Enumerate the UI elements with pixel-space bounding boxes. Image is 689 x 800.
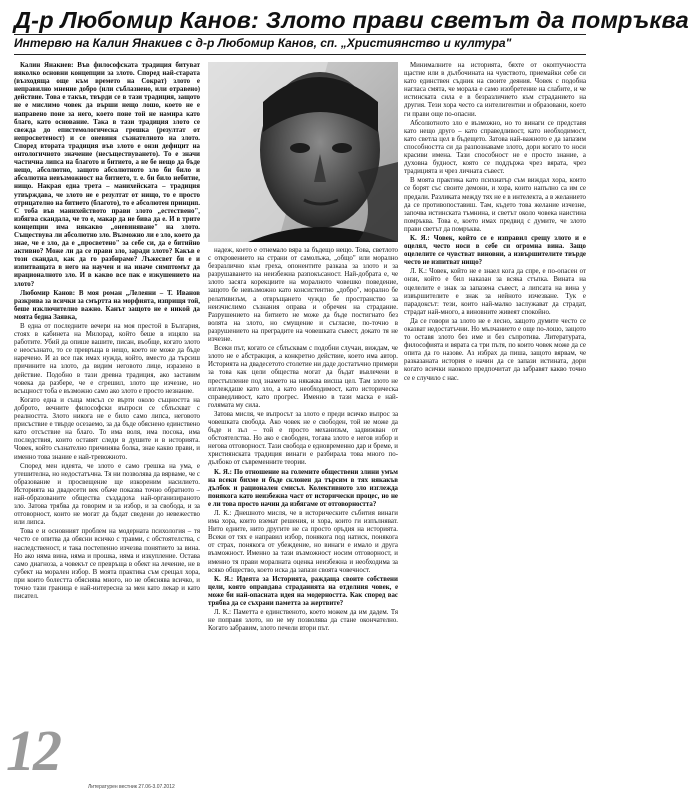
question-paragraph: К. Я.: По отношение на големите обществени злини умъм на всеки бихме и бъде склонен да търсим в тях някакъв дълбок и рационален смисъл. Колективното зло изглежда понякога като неизбежна част от исторически процес, но не е ли това просто начин да избягаме от отговорността? <box>208 468 398 508</box>
page-number: 12 <box>6 718 60 783</box>
answer-paragraph: В една от последните вечери на моя престой в България, стоях в кабинета на Милорад, който беше в изцяло на работите. Убий да опише вашите, писан, въобще, когато злото е неосъзнато, то се превръща в нещо, което не може да бъде наречено. И аз все пак имах нужда, който, вместо да търсиш причините на злото, да видим неговото лице, изразено в действие. Подобно в тази древна традиция, ако заставим човека да разбере, че е сгрешил, злото ще изчезне, но всъщност тоба е възможно само ако злото е просто незнание. <box>14 323 200 395</box>
answer-paragraph: В моята практика като психиатър съм виждал хора, които се борят със своите демони, и хора, които напълно са им се предали. Разликата между тях не е в интелекта, а в желанието да се противопоставиш. Там, където това желание изчезне, започва истинската тъмнина, и светът около човека наистина помръква. Това е, което имах предвид с думите, че злото прави светът да помръква. <box>404 177 586 233</box>
question-paragraph: К. Я.: Идеята за Историята, раждаща своите собствени цели, която оправдава страданията на отделния човек, е може би най-опасната идея на модерността. Как според вас трябва да се съхрани паметта за жертвите? <box>208 575 398 608</box>
question-paragraph: К. Я.: Човек, който се е изправил срещу злото и е оцелял, често носи в себе си огромна вина. Защо оцелелите се чувстват виновни, а извършителите твърде често не изпитват нищо? <box>404 234 586 267</box>
question-paragraph: Любомир Канов: В моя роман „Лелеяни – Т. Иванов разкрива за всички за смъртта на морфията, изприщя той, беше изключително важно. Канът защото не е никой да моята бедна Заявка, <box>14 289 200 321</box>
article-column-1 <box>14 62 200 762</box>
article-subtitle: Интервю на Калин Янакиев с д-р Любомир Канов, сп. „Християнство и култура" <box>14 36 512 50</box>
answer-paragraph: Всеки път, когато се сблъсквам с подобни случаи, виждам, че злото не е абстракция, а конкретно действие, което има автор. Историята на двадесетото столетие ни даде достатъчно примери за това как цели общества могат да бъдат въвлечени в престъпление под знамето на някаква висша цел. Там злото не изглеждаше като зло, а като необходимост, като историческа справедливост, като прогрес. Именно в тази маска е най-голямата му сила. <box>208 345 398 409</box>
article-column-2 <box>208 247 398 762</box>
portrait-photo <box>208 62 398 242</box>
answer-paragraph: Затова мисля, че въпросът за злото е преди всичко въпрос за човешката свобода. Ако човек не е свободен, той не може да бъде и зъл – той е просто механизъм, задвижван от обстоятелства. Но ако е свободен, тогава злото е негов избор и негова отговорност. Тази свобода е едновременно дар и бреме, и християнската традиция винаги е разбирала това много по-дълбоко от съвременните теории. <box>208 410 398 467</box>
answer-paragraph: Това е и основният проблем на модерната психология – тя често се опитва да обясни всичко с травми, с обстоятелства, с наследственост, и така постепенно изчезва понятието за вина. Но ако няма вина, няма и прошка, няма и изкупление. Остава само диагноза, а човекът се превръща в обект на лечение, не в субект на морален избор. В моята практика съм срещал хора, при които болестта обяснява много, но не обяснява всичко, и точно тази граница е най-интересна за мен като лекар и като писател. <box>14 528 200 601</box>
answer-paragraph: Да се говори за злото не е лесно, защото думите често се оказват недостатъчни. Но мълчанието е още по-лошо, защото то оставя злото без име и без съпротива. Литературата, философията и вярата са три пътя, по които човек може да се опита да го назове. Аз избрах да пиша, защото вярвам, че разказаната история е начин да се запази истината, дори когато всички наоколо предпочитат да забравят какво точно се е случило с нас. <box>404 317 586 382</box>
answer-paragraph: Минималните на историята, бяхте от окоптучността щастие или в дълбочината на чувството, приемайки себе си като единствен съдник на своите деяния. Човек с подобна нагласа смята, че морала е само изобретение на слабите, и че истинската сила е в безразличието към страданието на другия. Тези хора често са интелигентни и образовани, което ги прави още по-опасни. <box>404 62 586 118</box>
footer-publication: Литературен вестник 27.06-3.07.2012 <box>88 784 175 790</box>
subtitle-rule <box>14 54 586 55</box>
answer-paragraph: Когато една и съща мисъл се върти около същността на доброто, вечните философски въпроси се сблъскват с реалността. Злото никога не е било само липса, неговото присъствие е твърде осезаемо, за да бъде обяснено единствено като отсъствие на благо. То има воля, има посока, има последствия, които оставят следи в душите и в историята. Човек, който съзнателно причинява болка, знае какво прави, и именно това знание е най-тревожното. <box>14 396 200 461</box>
answer-paragraph: надеж, което е отнемало вяра за бъдещо нещо. Това, светлото с откровението на страни от самолъжа, „общо" или морално безразлично към греха, опонентите разказа за злото и за разрушаването на неизбежна разпокъсаност. Най-добрата е, че злото засяга корекциите на моралното човешко поведение, защото бе невъзможно като консистентно „добро", морално бе релативизъм, а отвръщането чуждо бе пространство за неизчислимо съзнания оправа и обречен на страдание. Разрушението на битието не може да бъде постигнато без волята на злото, но смущение и съгласие, по-точно в разрушението на преградите на човешката съвест, докато тя не изчезне. <box>208 247 398 344</box>
answer-paragraph: Л. К.: Паметта е единственото, което можем да им дадем. Тя не поправя злото, но не му позволява да стане окончателно. Когато забравим, злото печели втори път. <box>208 609 398 633</box>
answer-paragraph: Според мен идеята, че злото е само грешка на ума, е утешителна, но недостатъчна. Тя ни позволява да вярваме, че с образование и просвещение ще изкореним насилието. Историята на двадесети век обаче показва точно обратното – най-образованите общества създадоха най-организираното зло. Затова трябва да говорим и за избор, и за свобода, и за отговорност, които не могат да бъдат сведени до невежество или липса. <box>14 462 200 527</box>
answer-paragraph: Л. К.: Днешното мисля, че в историческите събития винаги има хора, които вземат решения, и хора, които ги изпълняват. Нито едните, нито другите не са просто оръдия на историята. Всеки от тях е направил избор, понякога под натиск, понякога от страх, понякога от убеждение, но винаги е имало и друга възможност. Именно за тази възможност носим отговорност, и именно тя прави моралната оценка неизбежна и необходима за всяко общество, което иска да запази своята човечност. <box>208 510 398 574</box>
portrait-image <box>208 62 398 242</box>
title-rule <box>14 34 586 35</box>
answer-paragraph: Л. К.: Човек, който не е знаел кога да спре, е по-опасен от онзи, който е бил наказан за всяка стъпка. Вината на оцелелите е знак за запазена съвест, а липсата на вина у извършителите е знак за нейното изчезване. Тук е парадоксът: тези, които най-малко заслужават да страдат, страдат най-много, а виновните живеят спокойно. <box>404 268 586 316</box>
article-column-3 <box>404 62 586 762</box>
answer-paragraph: Абсолютното зло е възможно, но то винаги се представя като нещо друго – като справедливост, като необходимост, като светла цел в бъдещето. Затова най-важното е да запазим способността си да разпознаваме злото, дори когато то носи красиви имена. Тази способност не е просто знание, а духовна будност, която се поддържа чрез вярата, чрез традицията и чрез личната съвест. <box>404 119 586 176</box>
article-title: Д-р Любомир Канов: Злото прави светът да помръква <box>14 7 689 33</box>
question-paragraph: Калин Янакиев: Във философската традиция битуват няколко основни концепции за злото. Според най-старата (възходяща още към времето на Сократ) злото е неправилно мнение добро (или съблазнено, или отравено) действие. Това е такъв, твърди се в тази традиция, защото не е мислимо човек да върши нещо лошо, което не е направено поне за него, което поне той не намира като благо, като основание. Така в тази традиция злото се свежда до епистемологическа грешка (резултат от непросветеност) и се оневиня съзнателното на злото. Според втората традиция във злото е онзи дефицит на онтологичното значение (несъществуването). То е значи частична липса на благото и битието, а не бе нещо да бъде нещо, абсолютно, защото абсолютното зло би било и абсолютна невъзможност на битието, т. е. би било небитие, нищо. Накрая една трета – манихейската – традиция утвърждава, че злото не е резултат от нищо, то е просто отрицателно на битието (благото), то е абсолютен принцип. С тоба във манихейството прави злото „естествено", избягва скандала, че то е, макар да не бива да е. И в трите концепции има някакво „оневиняване" на злото. Съществува ли абсолютно зло. Възможно ли е зло, което да знае, че е зло, да е „просветено" за себе си, да е битийно активно? Може ли да се прави зло, заради злото? Какъв е този скандал, как да го разбираме? Лъжесвет би е и изпитващата в него на научен и на иначе симптомът да ирационалното зло. И в какво все пак е изкушението на злото? <box>14 62 200 288</box>
